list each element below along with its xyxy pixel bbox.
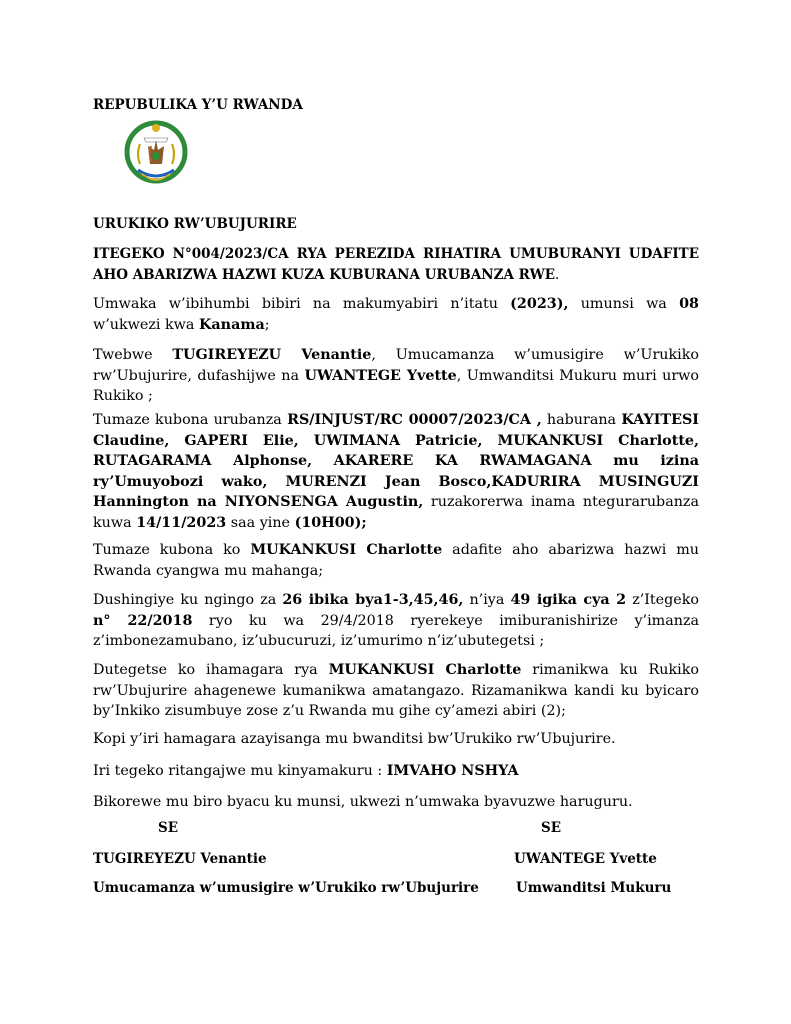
newspaper-name: IMVAHO NSHYA	[386, 763, 519, 779]
text: Twebwe	[93, 347, 173, 363]
text: Tumaze kubona ko	[93, 542, 251, 558]
order-paragraph	[93, 660, 699, 722]
hearing-time: (10H00);	[294, 514, 367, 531]
publication-paragraph	[93, 761, 699, 782]
text: , Umucamanza w’umusigire w’Urukiko rw’Ubujurire, dufashijwe na	[93, 347, 700, 384]
court-heading: URUKIKO RW’UBUJURIRE	[93, 216, 297, 232]
text: umunsi wa	[568, 296, 680, 312]
case-number: RS/INJUST/RC 00007/2023/CA ,	[287, 412, 542, 428]
text: Dutegetse ko ihamagara rya	[93, 662, 329, 678]
text: rimanikwa ku Rukiko rw’Ubujurire ahagenewe kumanikwa amatangazo. Rizamanikwa kandi ku byicaro by’Inkiko zisumbuye zose z’u Rwanda mu gihe cy’amezi abiri (2);	[93, 662, 699, 719]
title-end: .	[555, 266, 560, 283]
year: (2023),	[510, 296, 569, 312]
rwanda-coat-of-arms-icon	[124, 116, 188, 194]
hearing-date: 14/11/2023	[136, 514, 227, 531]
law-number: n° 22/2018	[93, 612, 193, 629]
text: w’ukwezi kwa	[93, 316, 199, 333]
left-signatory-role: Umucamanza w’umusigire w’Urukiko rw’Ubujurire	[93, 880, 479, 896]
text: ruzakorerwa inama ntegurarubanza kuwa	[93, 494, 699, 531]
text: adafite aho abarizwa hazwi mu Rwanda cyangwa mu mahanga;	[93, 542, 699, 579]
party-name: MUKANKUSI Charlotte	[328, 662, 522, 678]
article-ref: 26 ibika bya1-3,45,46,	[282, 592, 464, 608]
absent-party-paragraph	[93, 540, 699, 581]
text: saa yine	[226, 514, 295, 531]
party-name: MUKANKUSI Charlotte	[250, 542, 443, 558]
registrar-name: UWANTEGE Yvette	[304, 367, 457, 384]
case-paragraph	[93, 410, 699, 533]
parties: KAYITESI Claudine, GAPERI Elie, UWIMANA Patricie, MUKANKUSI Charlotte, RUTAGARAMA Alphonse, AKARERE KA RWAMAGANA mu izina ry’Umuyobozi wako, MURENZI Jean Bosco,KADURIRA MUSINGUZI Hannington na NIYONSENGA Augustin,	[93, 412, 699, 510]
left-signature-mark: SE	[158, 820, 179, 836]
document-title	[93, 244, 699, 285]
copy-paragraph: Kopi y’iri hamagara azayisanga mu bwanditsi bw’Urukiko rw’Ubujurire.	[93, 731, 616, 747]
right-signatory-name: UWANTEGE Yvette	[514, 851, 657, 867]
text: n’iya	[463, 592, 511, 608]
closing-paragraph: Bikorewe mu biro byacu ku munsi, ukwezi n’umwaka byavuzwe haruguru.	[93, 794, 633, 810]
article-ref: 49 igika cya 2	[510, 592, 627, 608]
text: Umwaka w’ibihumbi bibiri na makumyabiri n’itatu	[93, 296, 511, 312]
day: 08	[679, 296, 699, 312]
title-text: ITEGEKO N°004/2023/CA RYA PEREZIDA RIHATIRA UMUBURANYI UDAFITE AHO ABARIZWA HAZWI KUZA KUBURANA URUBANZA RWE	[93, 246, 699, 283]
legal-basis-paragraph	[93, 590, 699, 652]
text: , Umwanditsi Mukuru muri urwo Rukiko ;	[93, 367, 700, 404]
right-signature-mark: SE	[541, 820, 562, 836]
text: Tumaze kubona urubanza	[93, 412, 288, 428]
text: ryo ku wa 29/4/2018 ryerekeye imiburanishirize y’imanza z’imbonezamubano, iz’ubucuruzi, iz’umurimo n’iz’ubutegetsi ;	[93, 612, 700, 649]
country-heading: REPUBULIKA Y’U RWANDA	[93, 97, 303, 113]
text: z’Itegeko	[626, 592, 700, 608]
text: haburana	[541, 412, 622, 428]
judge-name: TUGIREYEZU Venantie	[172, 347, 372, 363]
date-paragraph	[93, 294, 699, 335]
month: Kanama	[198, 316, 265, 333]
right-signatory-role: Umwanditsi Mukuru	[516, 880, 672, 896]
text: ;	[264, 316, 270, 333]
left-signatory-name: TUGIREYEZU Venantie	[93, 851, 267, 867]
text: Dushingiye ku ngingo za	[93, 592, 283, 608]
text: Iri tegeko ritangajwe mu kinyamakuru :	[93, 763, 387, 779]
judge-paragraph	[93, 345, 699, 407]
